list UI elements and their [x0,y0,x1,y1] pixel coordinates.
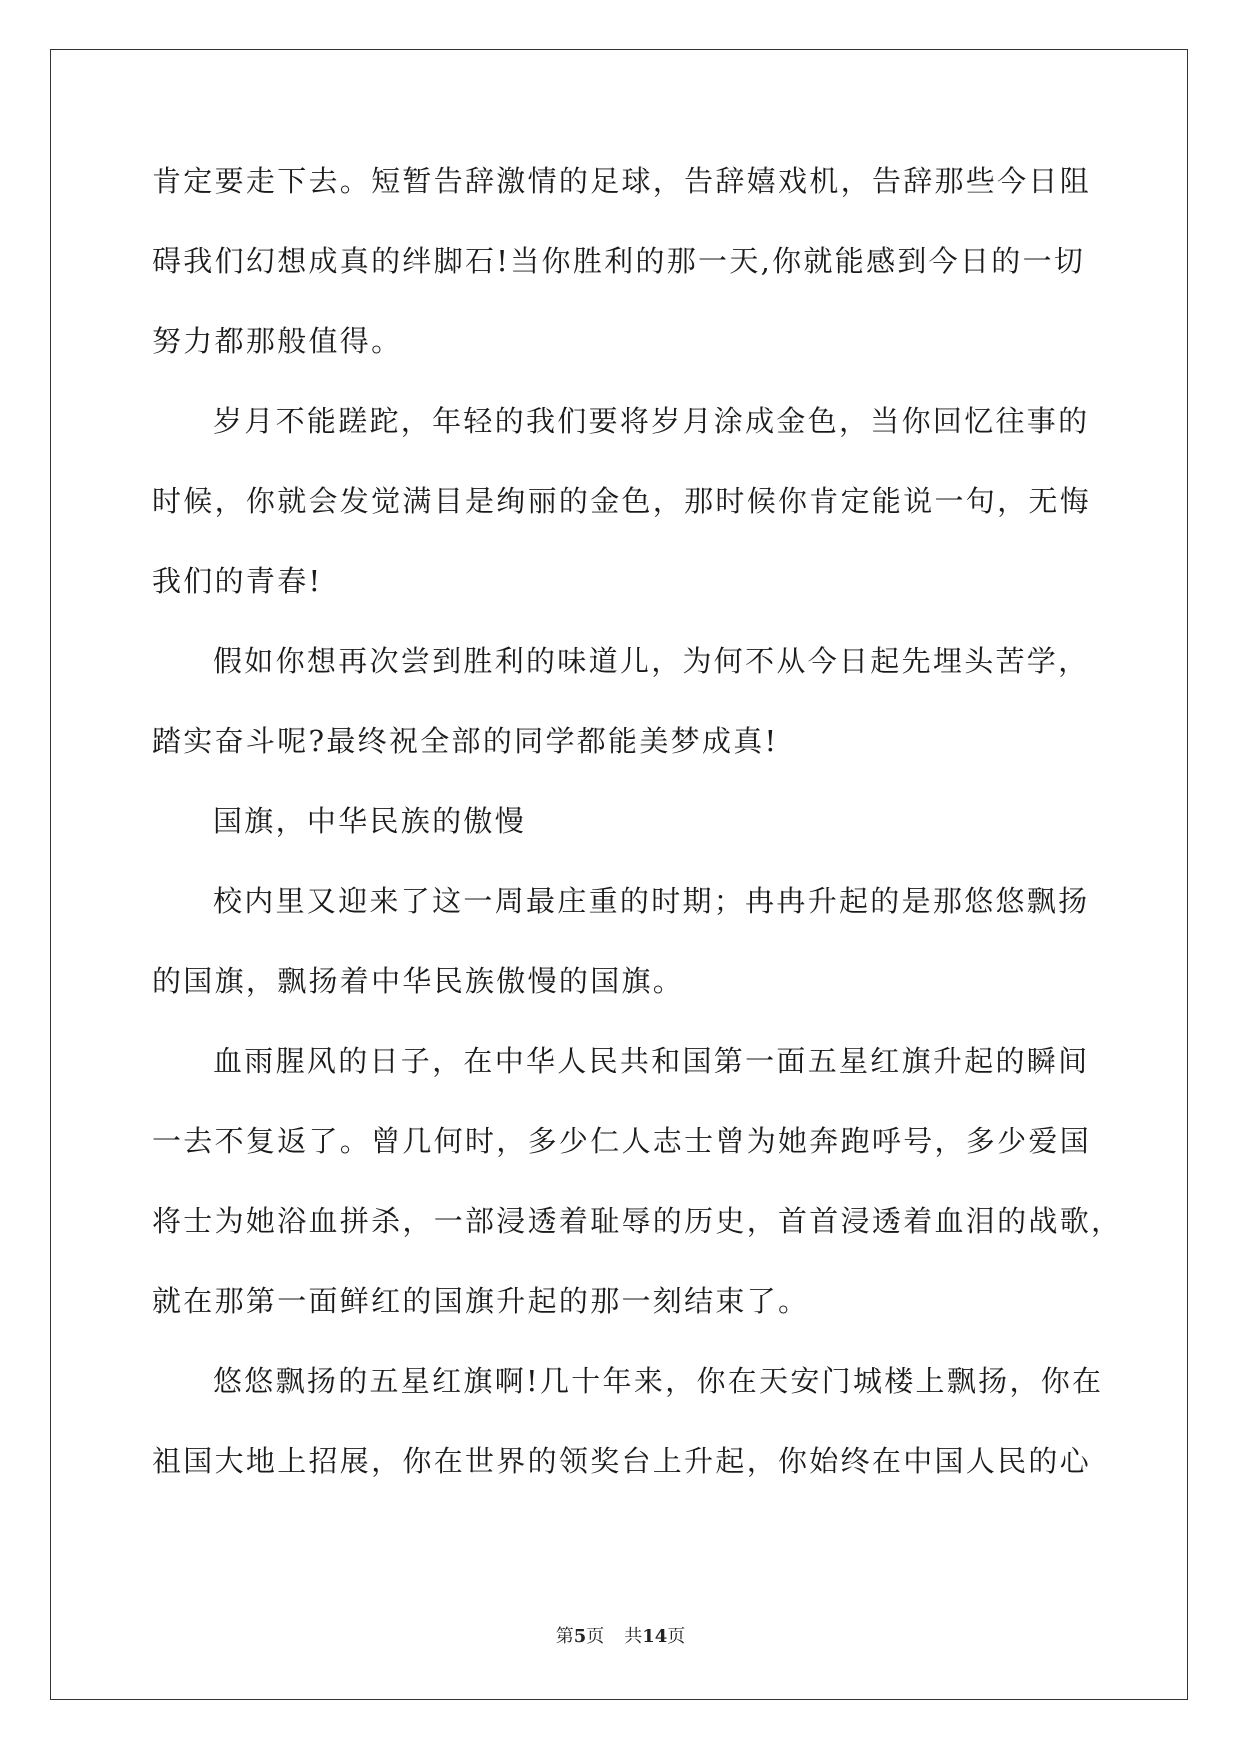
text-line: 碍我们幻想成真的绊脚石!当你胜利的那一天,你就能感到今日的一切 [152,244,1086,278]
text-line: 将士为她浴血拼杀，一部浸透着耻辱的历史，首首浸透着血泪的战歌， [152,1204,1123,1238]
text-line: 的国旗，飘扬着中华民族傲慢的国旗。 [152,964,685,998]
text-line: 努力都那般值得。 [152,324,403,358]
text-line: 悠悠飘扬的五星红旗啊!几十年来，你在天安门城楼上飘扬，你在 [213,1364,1104,1398]
text-line: 血雨腥风的日子，在中华人民共和国第一面五星红旗升起的瞬间 [213,1044,1090,1078]
total-pages: 14 [642,1626,668,1647]
total-suffix: 页 [667,1626,686,1647]
text-line: 时候，你就会发觉满目是绚丽的金色，那时候你肯定能说一句，无悔 [152,484,1092,518]
total-prefix: 共 [624,1626,643,1647]
text-line: 踏实奋斗呢?最终祝全部的同学都能美梦成真! [152,724,779,758]
page-prefix: 第 [555,1626,574,1647]
text-line: 就在那第一面鲜红的国旗升起的那一刻结束了。 [152,1284,810,1318]
text-line: 一去不复返了。曾几何时，多少仁人志士曾为她奔跑呼号，多少爱国 [152,1124,1092,1158]
section-heading: 国旗，中华民族的傲慢 [213,804,527,838]
text-line: 岁月不能蹉跎，年轻的我们要将岁月涂成金色，当你回忆往事的 [213,404,1090,438]
page-footer [0,1622,1241,1648]
text-line: 肯定要走下去。短暂告辞激情的足球，告辞嬉戏机，告辞那些今日阻 [152,164,1092,198]
text-line: 假如你想再次尝到胜利的味道儿，为何不从今日起先埋头苦学， [213,644,1090,678]
text-line: 我们的青春! [152,564,323,598]
text-line: 祖国大地上招展，你在世界的领奖台上升起，你始终在中国人民的心 [152,1444,1092,1478]
page-number: 5 [573,1626,587,1647]
text-line: 校内里又迎来了这一周最庄重的时期；冉冉升起的是那悠悠飘扬 [213,884,1090,918]
page-suffix: 页 [586,1626,605,1647]
